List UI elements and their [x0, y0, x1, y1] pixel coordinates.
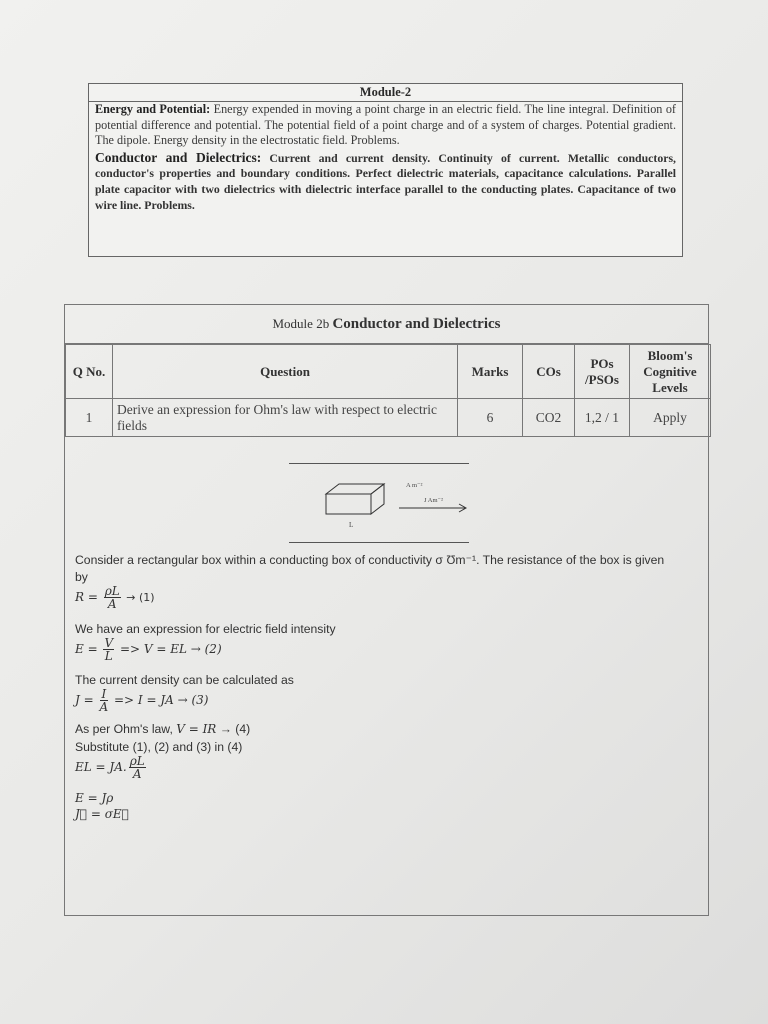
box-front-face	[326, 494, 371, 514]
box-right-face	[371, 484, 384, 514]
table-row	[66, 399, 711, 437]
answer-substitute-line: Substitute (1), (2) and (3) in (4)	[75, 740, 243, 754]
table-header-row	[66, 345, 711, 399]
table-title-bold: Conductor and Dielectrics	[332, 316, 501, 332]
answer-ohm-line: As per Ohm's law, V = IR → (4)	[75, 722, 251, 736]
conductor-box-diagram	[289, 462, 471, 544]
answer-intro: Consider a rectangular box within a conducting box of conductivity σ Ʊm⁻¹. The resistance of the box is given	[75, 553, 665, 567]
equation-resistance: R = $\frac{\rho L}{A}$ → (1)	[75, 584, 155, 611]
box-top-face	[326, 484, 384, 494]
answer-current-line: The current density can be calculated as	[75, 673, 294, 687]
conductor-dielectrics-text: Current and current density. Continuity of current. Metallic conductors, conductor's properties and boundary conditions. Perfect dielectric materials, capacitance calculations. Parallel plate capacitor with two dielectrics with dielectric interface parallel to the conducting plates. Capacitance of two wire line. Problems.	[95, 150, 677, 212]
table-title	[65, 305, 708, 344]
area-label: A m⁻²	[406, 482, 423, 489]
energy-potential-text: Energy expended in moving a point charge in an electric field. The line integral. Definition of potential difference and potential. The potential field of a point charge and of a system of charges. Potential gradient. The dipole. Energy density in the electrostatic field. Problems.	[95, 102, 676, 148]
header-qno: Q No.	[66, 345, 113, 399]
cell-pos: 1,2 / 1	[575, 399, 630, 437]
answer-efield-line: We have an expression for electric field intensity	[75, 622, 336, 636]
answer-intro-cont: by	[75, 570, 88, 584]
equation-current-density: J = $\frac{I}{A}$ => I = JA → (3)	[75, 687, 209, 714]
length-label: L	[349, 521, 354, 529]
header-pos: POs /PSOs	[575, 345, 630, 399]
equation-substituted: EL = JA. $\frac{\rho L}{A}$	[75, 754, 145, 781]
equation-efield: E = $\frac{V}{L}$ => V = EL → (2)	[75, 636, 222, 663]
cell-qno: 1	[66, 399, 113, 437]
question-table	[65, 344, 711, 437]
header-cos: COs	[523, 345, 575, 399]
cell-marks: 6	[458, 399, 523, 437]
header-blooms: Bloom's Cognitive Levels	[630, 345, 711, 399]
table-title-prefix: Module 2b	[272, 316, 330, 331]
cell-question: Derive an expression for Ohm's law with respect to electric fields	[113, 399, 458, 437]
header-marks: Marks	[458, 345, 523, 399]
diagram-bottom-rule	[289, 542, 469, 543]
cell-cos: CO2	[523, 399, 575, 437]
module-heading: Module-2	[89, 84, 682, 102]
syllabus-box	[88, 83, 683, 257]
equation-e-j-rho: E = Jρ	[75, 791, 114, 805]
conductor-dielectrics-paragraph	[89, 149, 682, 213]
header-question: Question	[113, 345, 458, 399]
cell-blooms: Apply	[630, 399, 711, 437]
energy-potential-title: Energy and Potential:	[95, 102, 211, 116]
energy-potential-paragraph	[89, 102, 682, 149]
current-density-label: J Am⁻²	[424, 497, 443, 504]
conductor-dielectrics-title: Conductor and Dielectrics:	[95, 149, 262, 165]
question-table-frame	[64, 304, 709, 916]
equation-j-sigma-e: J⃗ = σE⃗	[75, 807, 129, 821]
